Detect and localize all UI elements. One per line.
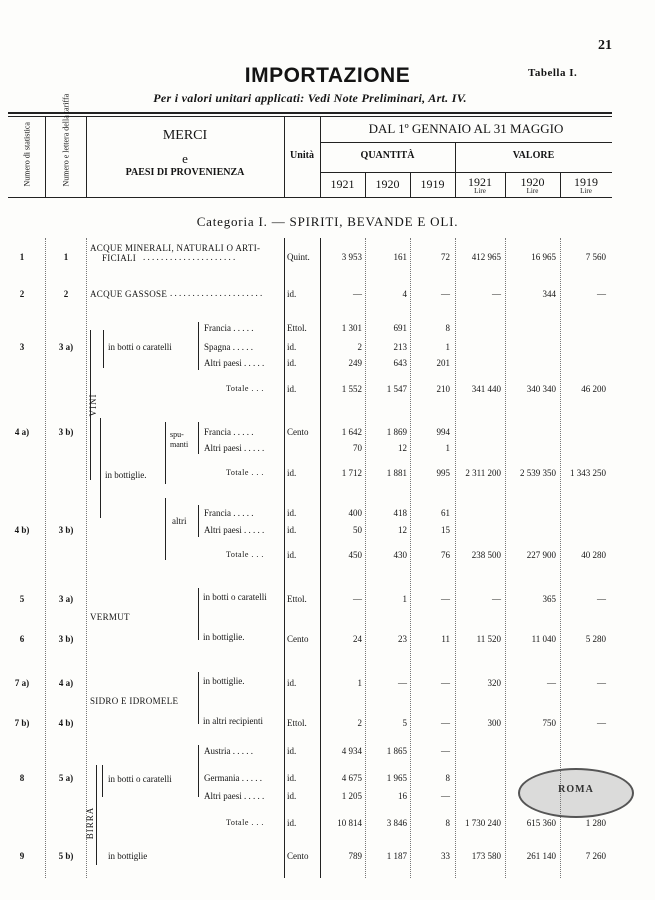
cell-q20: 16 xyxy=(398,791,407,801)
cell-q20: 1 187 xyxy=(386,851,407,861)
cell-q21: 10 814 xyxy=(337,818,362,828)
cell-unit: id. xyxy=(287,791,297,801)
vermut-brace xyxy=(198,588,199,640)
header-numero-lettera: Numero e lettera della tariffa xyxy=(61,93,71,187)
vini-botti-brace xyxy=(103,330,104,368)
cell-q21: 1 205 xyxy=(341,791,362,801)
cell-country: Altri paesi . . . . . xyxy=(204,525,265,535)
cell-unit: id. xyxy=(287,550,297,560)
cell-stat: 2 xyxy=(19,289,25,299)
cell-country: Altri paesi . . . . . xyxy=(204,358,265,368)
cell-q21: 249 xyxy=(348,358,362,368)
cell-q20: 5 xyxy=(402,718,407,728)
cell-tar: 1 xyxy=(63,252,69,262)
cell-q21: 450 xyxy=(348,550,362,560)
cell-q21: 1 301 xyxy=(341,323,362,333)
cell-stat: 4 a) xyxy=(14,427,30,437)
header-paesi: PAESI DI PROVENIENZA xyxy=(125,167,245,178)
cell-v20: 340 340 xyxy=(526,384,556,394)
cell-v19: 46 200 xyxy=(581,384,606,394)
cell-q19: — xyxy=(441,289,450,299)
header-top-rule-2 xyxy=(8,116,612,117)
cell-stat: 4 b) xyxy=(14,525,30,535)
cell-unit: Cento xyxy=(287,634,309,644)
label-birra-in-botti: in botti o caratelli xyxy=(108,774,172,784)
cell-tar: 3 a) xyxy=(58,594,74,604)
birra-brace xyxy=(96,765,97,865)
header-merci: MERCI xyxy=(162,128,208,143)
cell-q21: 24 xyxy=(353,634,362,644)
cell-q19: 995 xyxy=(436,468,450,478)
body-col-divider xyxy=(86,238,87,878)
cell-country: Austria . . . . . xyxy=(204,746,253,756)
category-heading: Categoria I. — SPIRITI, BEVANDE E OLI. xyxy=(196,214,459,229)
cell-q20: 213 xyxy=(393,342,407,352)
table-label: Tabella I. xyxy=(528,67,578,79)
cell-q19: 72 xyxy=(441,252,450,262)
cell-v20: 344 xyxy=(542,289,556,299)
cell-q20: 1 881 xyxy=(386,468,407,478)
col-divider xyxy=(45,116,46,197)
cell-q21: — xyxy=(353,594,362,604)
altri-countries-brace xyxy=(198,505,199,537)
cell-q21: — xyxy=(353,289,362,299)
label-vermut-bottiglie: in bottiglie. xyxy=(203,632,245,642)
header-period: DAL 1º GENNAIO AL 31 MAGGIO xyxy=(368,121,564,136)
cell-q19: — xyxy=(441,791,450,801)
cell-stat: 7 a) xyxy=(14,678,30,688)
cell-v20: 227 900 xyxy=(526,550,556,560)
header-unita: Unità xyxy=(290,150,314,161)
cell-stat: 6 xyxy=(19,634,25,644)
cell-q20: 643 xyxy=(393,358,407,368)
cell-v19: — xyxy=(597,594,606,604)
cell-q20: 1 865 xyxy=(386,746,407,756)
cell-tar: 2 xyxy=(63,289,69,299)
cell-stat: 8 xyxy=(19,773,25,783)
cell-q20: 1 xyxy=(402,594,407,604)
cell-v21: 173 580 xyxy=(471,851,501,861)
cell-q21: 3 953 xyxy=(341,252,362,262)
spumanti-countries-brace xyxy=(198,422,199,454)
cell-q21: 789 xyxy=(348,851,362,861)
cell-unit: id. xyxy=(287,342,297,352)
header-year-v1920: 1920 xyxy=(520,175,545,189)
cell-q19: — xyxy=(441,718,450,728)
cell-q19: 8 xyxy=(445,818,450,828)
cell-v20: 11 040 xyxy=(531,634,556,644)
cell-stat: 3 xyxy=(19,342,25,352)
header-year-q1921: 1921 xyxy=(330,177,355,191)
spumanti-brace xyxy=(165,422,166,484)
cell-q21: 1 xyxy=(357,678,362,688)
cell-v19: 40 280 xyxy=(581,550,606,560)
cell-v20: 2 539 350 xyxy=(520,468,556,478)
dot-leader: . . . . . . . . . . . . . . . . . . . . . xyxy=(170,288,263,298)
cell-q21: 1 642 xyxy=(341,427,362,437)
cell-unit: Quint. xyxy=(287,252,310,262)
header-e: e xyxy=(182,151,188,166)
cell-v19: 1 343 250 xyxy=(570,468,606,478)
totale-label: Totale . . . xyxy=(226,384,264,393)
cell-tar: 3 b) xyxy=(58,525,74,535)
cell-unit: id. xyxy=(287,289,297,299)
cell-unit: id. xyxy=(287,773,297,783)
cell-q20: 1 965 xyxy=(386,773,407,783)
cell-unit: id. xyxy=(287,678,297,688)
stamp-text: ROMA xyxy=(558,784,594,795)
cell-v21: — xyxy=(492,594,501,604)
header-lire: Lire xyxy=(474,187,486,195)
cell-q20: 12 xyxy=(398,525,407,535)
cell-q20: — xyxy=(398,678,407,688)
body-col-divider xyxy=(45,238,46,878)
cell-q20: 4 xyxy=(402,289,407,299)
cell-unit: id. xyxy=(287,358,297,368)
cell-unit: id. xyxy=(287,384,297,394)
page-number: 21 xyxy=(598,38,612,53)
cell-unit: id. xyxy=(287,746,297,756)
cell-unit: id. xyxy=(287,818,297,828)
cell-v20: 365 xyxy=(542,594,556,604)
cell-q21: 4 675 xyxy=(341,773,362,783)
cell-country: Francia . . . . . xyxy=(204,323,254,333)
cell-tar: 3 b) xyxy=(58,634,74,644)
cell-v19: — xyxy=(597,289,606,299)
cell-q19: 76 xyxy=(441,550,450,560)
birra-countries-brace xyxy=(198,745,199,797)
label-in-botti-vini: in botti o caratelli xyxy=(108,342,172,352)
cell-unit: id. xyxy=(287,508,297,518)
cell-q19: 11 xyxy=(441,634,450,644)
cell-unit: Cento xyxy=(287,427,309,437)
cell-q20: 161 xyxy=(393,252,407,262)
cell-q19: 61 xyxy=(441,508,450,518)
cell-q20: 1 869 xyxy=(386,427,407,437)
totale-label: Totale . . . xyxy=(226,818,264,827)
cell-v21: — xyxy=(492,289,501,299)
header-quantita: QUANTITÀ xyxy=(360,150,415,161)
cell-q21: 50 xyxy=(353,525,362,535)
label-vermut-botti: in botti o caratelli xyxy=(203,592,267,602)
cell-v20: 615 360 xyxy=(526,818,556,828)
cell-q20: 1 547 xyxy=(386,384,407,394)
cell-q21: 2 xyxy=(357,718,362,728)
cell-q19: — xyxy=(441,678,450,688)
cell-v19: — xyxy=(597,678,606,688)
cell-v19: 1 280 xyxy=(585,818,606,828)
cell-q19: 1 xyxy=(445,443,450,453)
cell-country: Francia . . . . . xyxy=(204,427,254,437)
cell-tar: 4 b) xyxy=(58,718,74,728)
cell-v21: 320 xyxy=(487,678,501,688)
label-altri: altri xyxy=(172,516,187,526)
cell-unit: Cento xyxy=(287,851,309,861)
cell-v20: — xyxy=(547,678,556,688)
label-sidro: SIDRO E IDROMELE xyxy=(90,696,179,706)
subtitle: Per i valori unitari applicati: Vedi Note Preliminari, Art. IV. xyxy=(153,91,467,105)
cell-q20: 12 xyxy=(398,443,407,453)
cell-country: Altri paesi . . . . . xyxy=(204,443,265,453)
cell-v20: 261 140 xyxy=(526,851,556,861)
cell-tar: 3 b) xyxy=(58,427,74,437)
library-stamp xyxy=(518,768,634,818)
cell-q19: — xyxy=(441,746,450,756)
cell-v19: 7 560 xyxy=(585,252,606,262)
cell-stat: 5 xyxy=(19,594,25,604)
header-year-v1919: 1919 xyxy=(574,175,598,189)
cell-q21: 1 712 xyxy=(341,468,362,478)
cell-unit: id. xyxy=(287,525,297,535)
cell-q21: 400 xyxy=(348,508,362,518)
cell-v19: 5 280 xyxy=(585,634,606,644)
cell-unit: Ettol. xyxy=(287,594,307,604)
cell-q21: 2 xyxy=(357,342,362,352)
totale-label: Totale . . . xyxy=(226,550,264,559)
cell-v20: 16 965 xyxy=(531,252,556,262)
cell-stat: 1 xyxy=(19,252,25,262)
cell-stat: 9 xyxy=(19,851,25,861)
cell-country: Francia . . . . . xyxy=(204,508,254,518)
cell-q19: 8 xyxy=(445,773,450,783)
header-mid-rule xyxy=(320,172,612,173)
cell-v21: 11 520 xyxy=(476,634,501,644)
header-lire: Lire xyxy=(526,187,539,195)
vini-botti-countries-brace xyxy=(198,322,199,370)
header-year-v1921: 1921 xyxy=(468,175,492,189)
cell-country: Spagna . . . . . xyxy=(204,342,253,352)
label-sidro-altri-recipienti: in altri recipienti xyxy=(203,716,263,726)
cell-stat: 7 b) xyxy=(14,718,30,728)
cell-v21: 300 xyxy=(487,718,501,728)
header-mid-rule xyxy=(320,142,612,143)
cell-q21: 1 552 xyxy=(341,384,362,394)
cell-v21: 341 440 xyxy=(471,384,501,394)
page-title: IMPORTAZIONE xyxy=(244,64,411,87)
cell-q19: 1 xyxy=(445,342,450,352)
label-sidro-bottiglie: in bottiglie. xyxy=(203,676,245,686)
label-birra: BIRRA xyxy=(85,806,95,840)
altri-brace xyxy=(165,498,166,560)
label-acque-gassose: ACQUE GASSOSE xyxy=(90,289,168,299)
cell-v21: 1 730 240 xyxy=(465,818,501,828)
vini-bottiglie-brace xyxy=(100,418,101,518)
cell-v21: 238 500 xyxy=(471,550,501,560)
header-top-rule xyxy=(8,112,612,114)
cell-v19: 7 260 xyxy=(585,851,606,861)
cell-q19: 201 xyxy=(436,358,450,368)
cell-q20: 691 xyxy=(393,323,407,333)
cell-q20: 23 xyxy=(398,634,407,644)
cell-q19: 15 xyxy=(441,525,450,535)
cell-tar: 4 a) xyxy=(58,678,74,688)
cell-unit: Ettol. xyxy=(287,718,307,728)
header-bottom-rule xyxy=(8,197,612,198)
cell-q21: 4 934 xyxy=(341,746,362,756)
cell-tar: 5 b) xyxy=(58,851,74,861)
header-numero-statistica: Numero di statistica xyxy=(22,122,32,187)
cell-unit: Ettol. xyxy=(287,323,307,333)
cell-q21: 70 xyxy=(353,443,362,453)
header-year-q1920: 1920 xyxy=(375,177,400,191)
cell-q19: 8 xyxy=(445,323,450,333)
cell-q20: 430 xyxy=(393,550,407,560)
header-lire: Lire xyxy=(580,187,592,195)
cell-q19: 33 xyxy=(441,851,450,861)
cell-tar: 5 a) xyxy=(58,773,74,783)
body-col-divider xyxy=(284,238,285,878)
cell-unit: id. xyxy=(287,468,297,478)
dot-leader: . . . . . . . . . . . . . . . . . . . . . xyxy=(143,252,236,262)
cell-v21: 412 965 xyxy=(471,252,501,262)
cell-v21: 2 311 200 xyxy=(465,468,501,478)
label-vermut: VERMUT xyxy=(90,612,130,622)
label-in-bottiglie-vini: in bottiglie. xyxy=(105,470,147,480)
cell-tar: 3 a) xyxy=(58,342,74,352)
cell-v19: — xyxy=(597,718,606,728)
cell-q19: 994 xyxy=(436,427,450,437)
label-acque-minerali: ACQUE MINERALI, NATURALI O ARTI- xyxy=(90,243,261,253)
sidro-brace xyxy=(198,672,199,724)
cell-country: Germania . . . . . xyxy=(204,773,262,783)
birra-botti-brace xyxy=(102,765,103,797)
label-vini: VINI xyxy=(88,393,98,417)
cell-q19: — xyxy=(441,594,450,604)
cell-q19: 210 xyxy=(436,384,450,394)
totale-label: Totale . . . xyxy=(226,468,264,477)
label-spumanti: spu- manti xyxy=(170,430,189,449)
cell-q20: 3 846 xyxy=(386,818,407,828)
header-year-q1919: 1919 xyxy=(420,177,445,191)
cell-v20: 750 xyxy=(542,718,556,728)
cell-country: Altri paesi . . . . . xyxy=(204,791,265,801)
cell-q20: 418 xyxy=(393,508,407,518)
label-birra-in-bottiglie: in bottiglie xyxy=(108,851,148,861)
label-acque-minerali-2: FICIALI xyxy=(102,253,137,263)
header-valore: VALORE xyxy=(512,150,555,161)
